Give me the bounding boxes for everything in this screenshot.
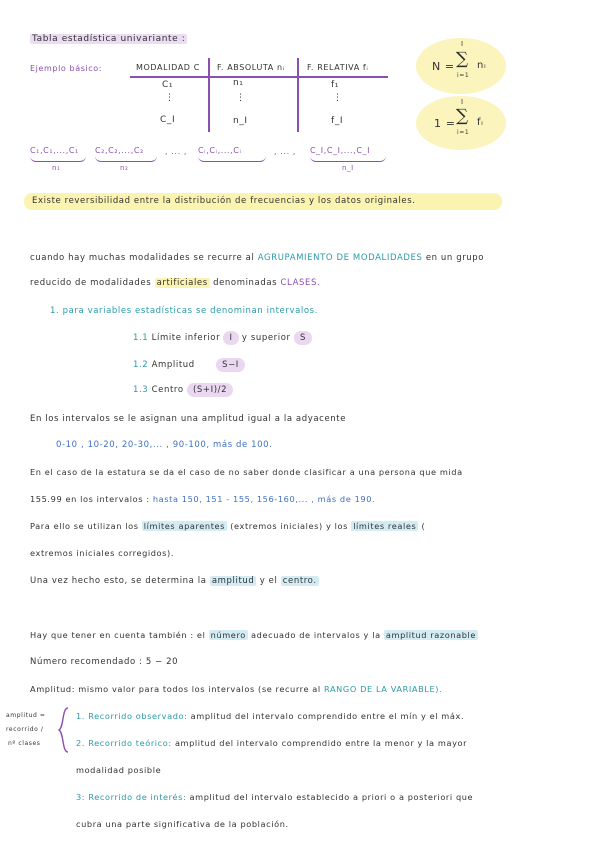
table-cell: f₁ — [331, 80, 339, 90]
item-amplitude: 1.2 Amplitud S−I — [133, 360, 245, 370]
limits-line: Para ello se utilizan los límites aparentes (extremos iniciales) y los límites reales ( — [30, 521, 426, 531]
page-title: Tabla estadística univariante : — [32, 34, 186, 44]
table-cell: C_I — [160, 115, 176, 125]
reversibility-note: Existe reversibilidad entre la distribución de frecuencias y los datos originales. — [32, 196, 416, 206]
amplitude-line: Amplitud: mismo valor para todos los intervalos (se recurre al RANGO DE LA VARIABLE). — [30, 684, 443, 694]
table-cell: n_I — [233, 116, 248, 126]
range-interest: 3: Recorrido de interés: amplitud del intervalo establecido a priori o a posteriori que — [76, 792, 474, 802]
table-header-rule — [130, 76, 388, 78]
table-cell: n₁ — [233, 78, 244, 88]
height-line-1: En el caso de la estatura se da el caso de no saber donde clasificar a una persona que mida — [30, 467, 463, 477]
grouping-paragraph-line2: reducido de modalidades artificiales denominadas CLASES. — [30, 278, 321, 288]
limits-line-2: extremos iniciales corregidos). — [30, 548, 175, 558]
table-cell: ⋮ — [236, 93, 246, 103]
range-theoretical: 2. Recorrido teórico: amplitud del intervalo comprendido entre la menor y la mayor — [76, 738, 468, 748]
after-line: Una vez hecho esto, se determina la amplitud y el centro. — [30, 576, 317, 586]
intervals-example: 0-10 , 10-20, 20-30,... , 90-100, más de 100. — [56, 440, 273, 450]
recommended-line: Número recomendado : 5 − 20 — [30, 657, 179, 667]
table-divider-1 — [208, 58, 210, 132]
table-header-modalidad: MODALIDAD C — [136, 63, 200, 72]
table-cell: ⋮ — [165, 93, 175, 103]
example-label: Ejemplo básico: — [30, 64, 103, 73]
item-limits: 1.1 Límite inferior I y superior S — [133, 333, 312, 343]
curly-brace-icon — [58, 707, 70, 753]
range-interest-line2: cubra una parte significativa de la población. — [76, 819, 289, 829]
table-cell: f_I — [331, 116, 344, 126]
item-center: 1.3 Centro (S+I)/2 — [133, 385, 233, 395]
table-divider-2 — [297, 58, 299, 132]
table-header-absoluta: F. ABSOLUTA nᵢ — [217, 63, 285, 72]
table-cell: ⋮ — [333, 93, 343, 103]
height-line-2: 155.99 en los intervalos : hasta 150, 151 - 155, 156-160,... , más de 190. — [30, 494, 376, 504]
range-observed: 1. Recorrido observado: amplitud del intervalo comprendido entre el mín y el máx. — [76, 711, 465, 721]
grouping-paragraph-line1: cuando hay muchas modalidades se recurre al AGRUPAMIENTO DE MODALIDADES en un grupo — [30, 253, 485, 263]
subsection-intervals: 1. para variables estadísticas se denominan intervalos. — [50, 306, 318, 316]
consider-line: Hay que tener en cuenta también : el número adecuado de intervalos y la amplitud razonable — [30, 630, 477, 640]
intervals-line: En los intervalos se le asignan una amplitud igual a la adyacente — [30, 414, 347, 424]
range-theoretical-line2: modalidad posible — [76, 765, 162, 775]
table-header-relativa: F. RELATIVA fᵢ — [307, 63, 369, 72]
table-cell: C₁ — [162, 80, 174, 90]
